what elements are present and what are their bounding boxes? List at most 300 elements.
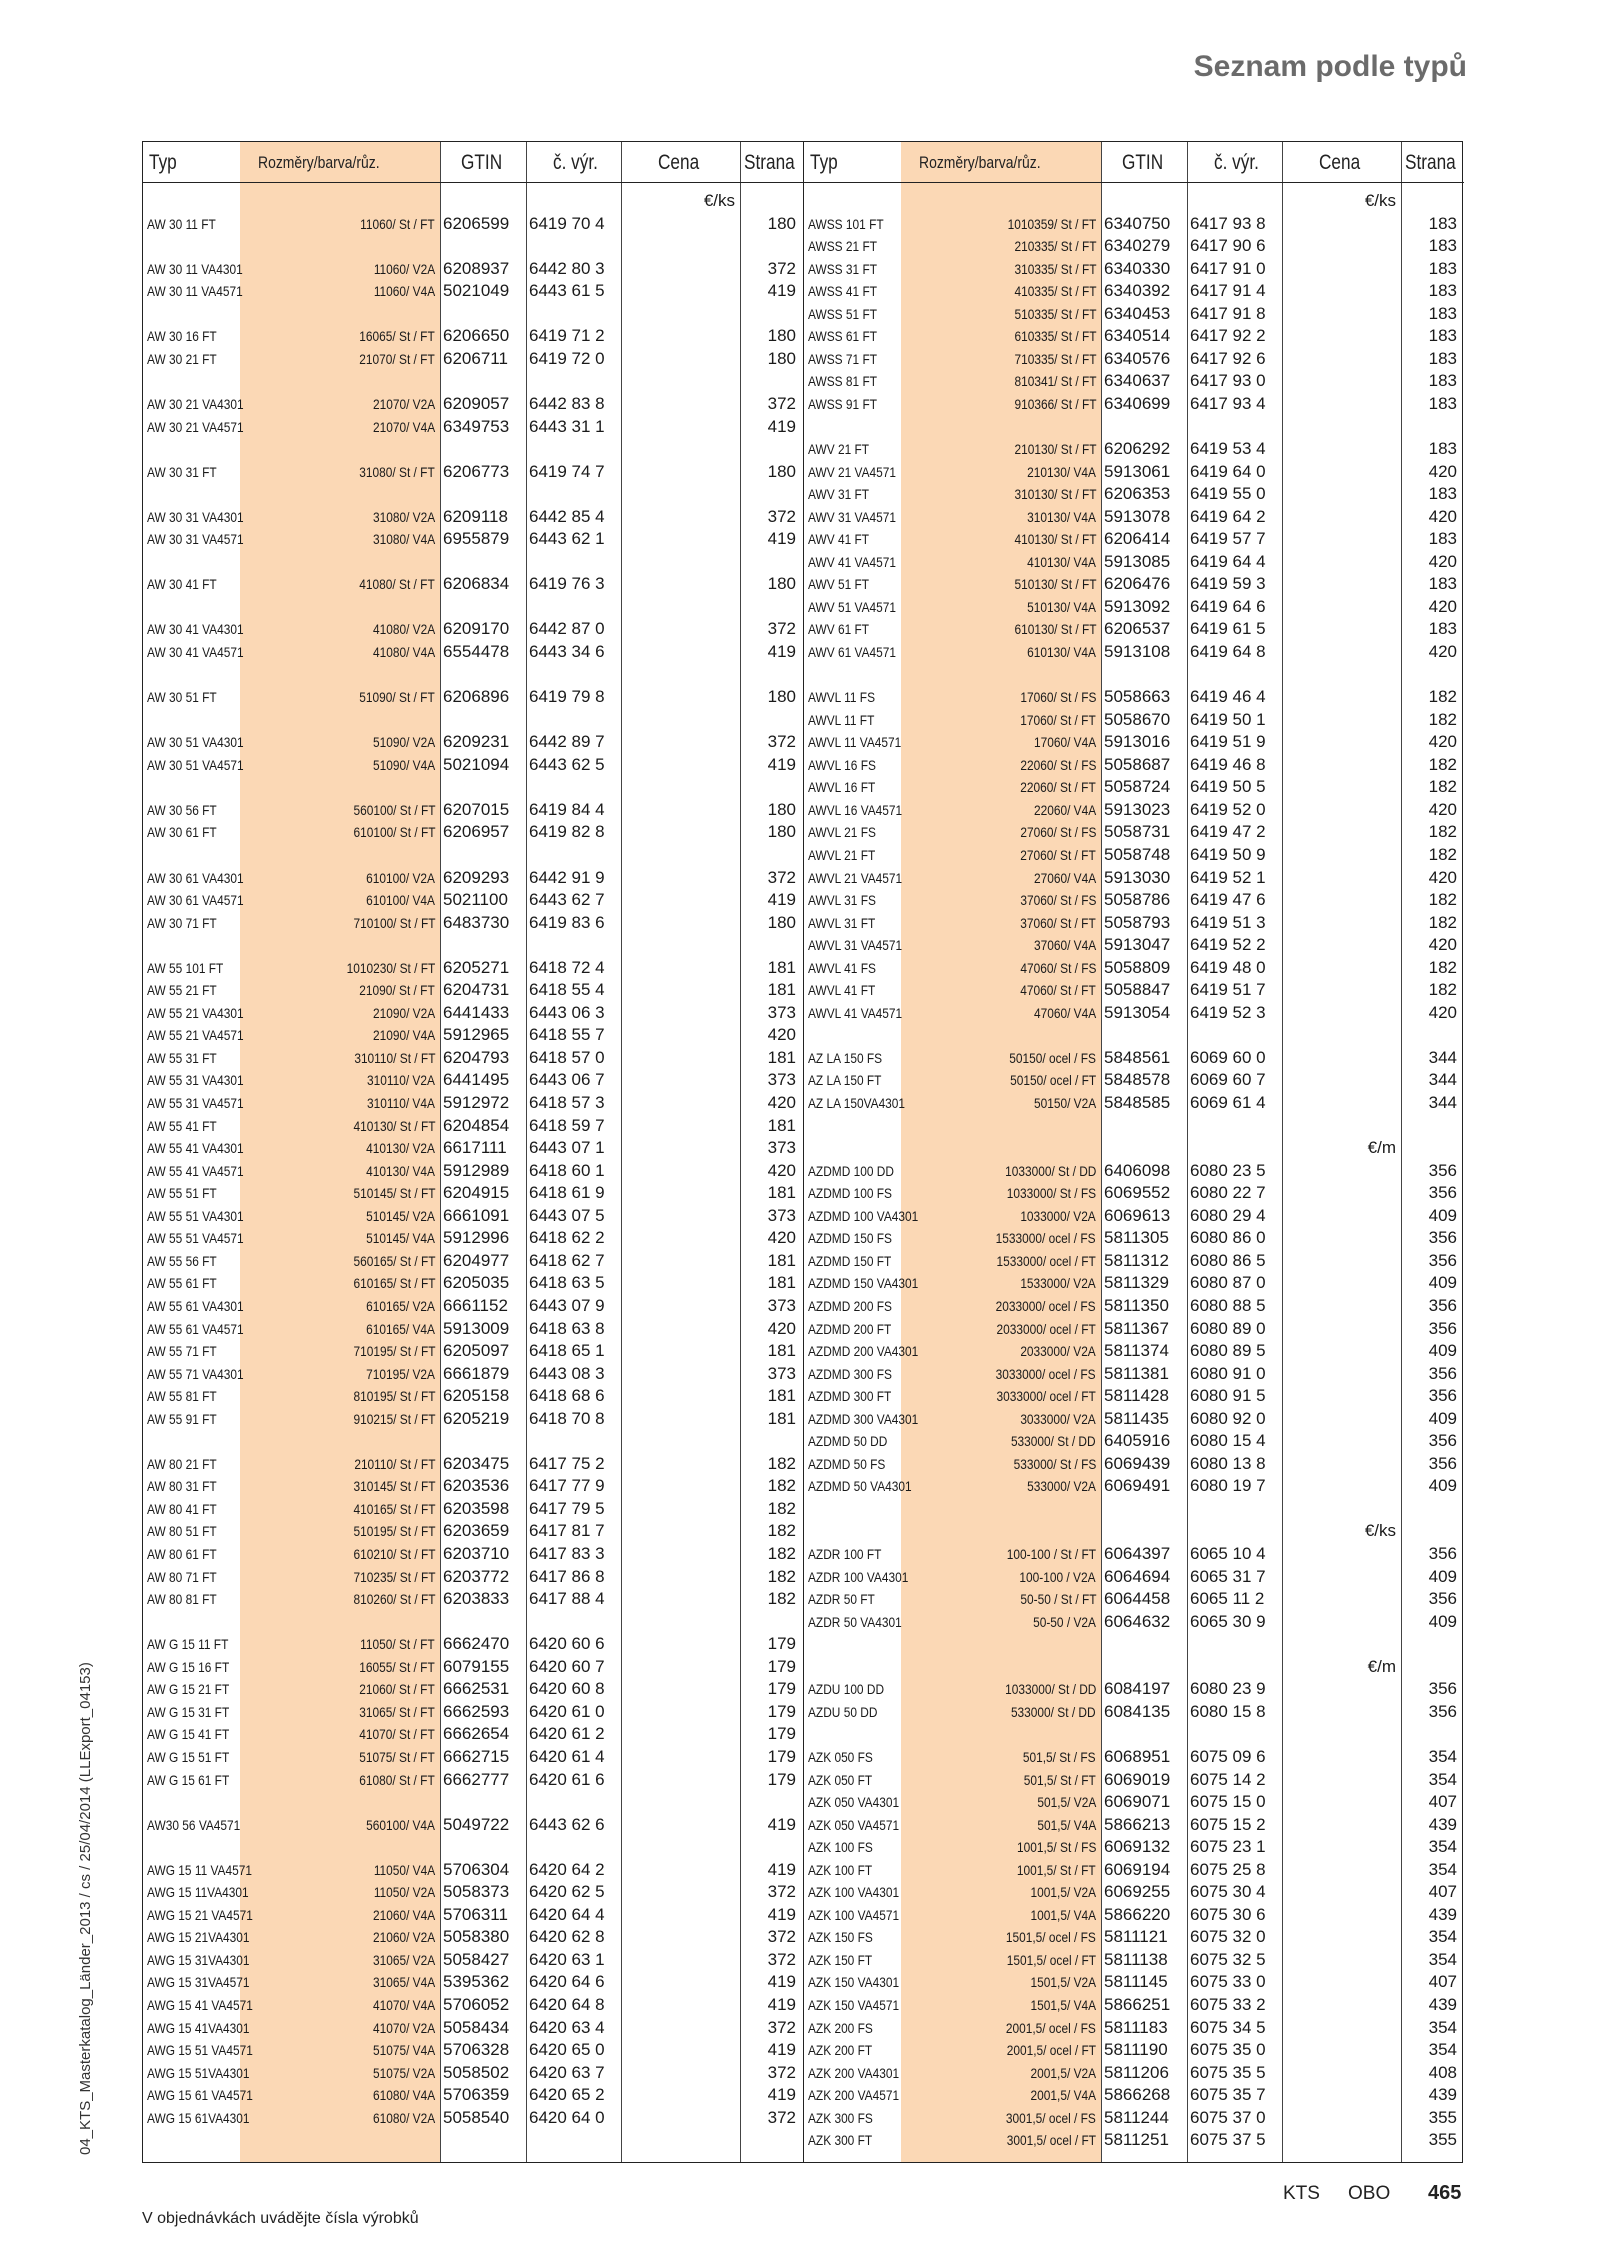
cell-dim: 510130/ V4A xyxy=(1027,598,1096,615)
cell-gtin: 5811183 xyxy=(1104,2017,1168,2037)
table-row xyxy=(143,1115,803,1137)
cell-dim: 51090/ St / FT xyxy=(359,689,435,706)
page-title: Seznam podle typů xyxy=(1193,50,1467,83)
cell-cv: 6075 35 5 xyxy=(1190,2062,1266,2082)
cell-dim: 410335/ St / FT xyxy=(1013,283,1096,300)
cell-str: 182 xyxy=(1428,912,1457,932)
cell-cv: 6420 63 7 xyxy=(529,2062,605,2082)
cell-dim: 1033000/ St / FS xyxy=(1006,1185,1096,1202)
cell-unit: €/m xyxy=(1367,1656,1396,1676)
table-row xyxy=(804,1272,1464,1294)
table-row xyxy=(143,1295,803,1317)
cell-str: 180 xyxy=(767,799,796,819)
cell-gtin: 5811121 xyxy=(1104,1927,1168,1947)
cell-typ: AW 30 21 FT xyxy=(147,350,217,367)
cell-typ: AW 30 31 VA4571 xyxy=(147,531,244,548)
cell-cv: 6419 70 4 xyxy=(529,213,605,233)
cell-cv: 6065 11 2 xyxy=(1190,1589,1265,1609)
cell-typ: AZDMD 300 VA4301 xyxy=(808,1410,919,1427)
cell-dim: 50-50 / St / FT xyxy=(1019,1591,1096,1608)
cell-cv: 6418 57 3 xyxy=(529,1093,605,1112)
cell-cv: 6080 15 4 xyxy=(1190,1431,1266,1451)
cell-str: 181 xyxy=(767,1273,796,1293)
cell-gtin: 6441495 xyxy=(443,1070,510,1090)
cell-str: 182 xyxy=(767,1476,796,1496)
cell-str: 409 xyxy=(1428,1205,1457,1225)
cell-dim: 610100/ V2A xyxy=(366,869,435,886)
table-row xyxy=(804,1791,1464,1813)
table-row xyxy=(804,979,1464,1001)
cell-gtin: 5913030 xyxy=(1104,867,1171,887)
table-row xyxy=(804,889,1464,911)
cell-gtin: 6069439 xyxy=(1104,1453,1171,1473)
cell-dim: 27060/ V4A xyxy=(1033,869,1096,886)
cell-gtin: 6204793 xyxy=(443,1047,510,1067)
cell-gtin: 5913061 xyxy=(1104,461,1171,481)
cell-typ: AZK 100 VA4301 xyxy=(808,1884,900,1901)
cell-str: 420 xyxy=(1428,461,1457,481)
table-row xyxy=(804,235,1464,257)
cell-dim: 11060/ V4A xyxy=(373,283,435,300)
cell-gtin: 6207015 xyxy=(443,799,510,819)
cell-gtin: 5811435 xyxy=(1104,1408,1169,1428)
cell-typ: AW 55 21 VA4571 xyxy=(147,1027,244,1044)
cell-dim: 510335/ St / FT xyxy=(1013,305,1096,322)
cell-cv: 6419 64 6 xyxy=(1190,596,1266,616)
table-row xyxy=(804,190,1464,212)
cell-dim: 41070/ St / FT xyxy=(359,1726,435,1743)
table-row xyxy=(143,1633,803,1655)
cell-cv: 6080 91 0 xyxy=(1190,1363,1266,1383)
cell-str: 179 xyxy=(767,1724,796,1744)
cell-typ: AZK 200 FS xyxy=(808,2019,873,2036)
cell-cv: 6419 47 6 xyxy=(1190,890,1266,910)
cell-str: 372 xyxy=(767,2107,796,2127)
cell-gtin: 5866220 xyxy=(1104,1904,1171,1924)
cell-cv: 6418 57 0 xyxy=(529,1047,605,1067)
table-row xyxy=(143,1137,803,1159)
cell-dim: 910215/ St / FT xyxy=(352,1410,435,1427)
cell-cv: 6419 50 9 xyxy=(1190,844,1266,864)
cell-dim: 501,5/ V2A xyxy=(1037,1794,1096,1811)
table-row xyxy=(143,1701,803,1723)
cell-dim: 11050/ V2A xyxy=(373,1884,435,1901)
cell-typ: AWG 15 61 VA4571 xyxy=(147,2087,253,2104)
cell-str: 419 xyxy=(767,1859,796,1879)
cell-typ: AW 80 61 FT xyxy=(147,1546,217,1562)
cell-str: 183 xyxy=(1428,281,1457,301)
table-row xyxy=(143,213,803,235)
cell-typ: AW 55 101 FT xyxy=(147,959,224,976)
cell-str: 420 xyxy=(767,1160,796,1180)
table-row xyxy=(804,506,1464,528)
table-row xyxy=(804,1611,1464,1633)
cell-str: 182 xyxy=(767,1453,796,1473)
cell-cv: 6069 60 0 xyxy=(1190,1047,1266,1067)
cell-gtin: 5913016 xyxy=(1104,732,1171,752)
cell-dim: 61080/ V2A xyxy=(372,2109,435,2126)
table-row xyxy=(804,280,1464,302)
cell-gtin: 5058748 xyxy=(1104,844,1171,864)
cell-gtin: 6206537 xyxy=(1104,619,1171,639)
cell-gtin: 6661091 xyxy=(443,1205,510,1225)
cell-str: 419 xyxy=(767,1814,796,1834)
table-row xyxy=(143,821,803,843)
cell-dim: 410130/ V4A xyxy=(366,1162,435,1179)
cell-cv: 6075 14 2 xyxy=(1190,1769,1266,1789)
cell-gtin: 6084197 xyxy=(1104,1679,1171,1699)
cell-cv: 6080 86 5 xyxy=(1190,1250,1266,1270)
cell-str: 182 xyxy=(767,1589,796,1609)
header-strana: Strana xyxy=(744,151,795,174)
cell-dim: 1501,5/ ocel / FT xyxy=(1006,1951,1096,1968)
cell-str: 354 xyxy=(1428,2017,1457,2037)
cell-gtin: 5811138 xyxy=(1104,1949,1168,1969)
cell-gtin: 6069019 xyxy=(1104,1769,1171,1789)
cell-typ: AWVL 11 FT xyxy=(808,711,875,728)
cell-typ: AWG 15 31VA4571 xyxy=(147,1974,250,1991)
table-row xyxy=(804,438,1464,460)
cell-typ: AW 30 21 VA4301 xyxy=(147,395,244,412)
cell-typ: AZK 150 VA4301 xyxy=(808,1974,900,1991)
cell-str: 420 xyxy=(1428,1002,1457,1022)
cell-str: 181 xyxy=(767,1115,796,1135)
cell-cv: 6443 06 7 xyxy=(529,1070,605,1090)
cell-typ: AWG 15 11VA4301 xyxy=(147,1884,249,1901)
cell-cv: 6075 23 1 xyxy=(1190,1837,1266,1857)
cell-typ: AW 80 41 FT xyxy=(147,1500,217,1517)
cell-str: 372 xyxy=(767,258,796,278)
cell-typ: AZK 100 FT xyxy=(808,1861,873,1878)
cell-typ: AWV 21 VA4571 xyxy=(808,463,896,480)
cell-cv: 6420 64 4 xyxy=(529,1904,605,1924)
cell-typ: AW 55 31 FT xyxy=(147,1049,217,1066)
cell-typ: AWSS 101 FT xyxy=(808,215,884,232)
table-row xyxy=(143,641,803,663)
cell-cv: 6075 37 0 xyxy=(1190,2107,1266,2127)
cell-typ: AZ LA 150VA4301 xyxy=(808,1095,906,1111)
cell-str: 344 xyxy=(1428,1070,1457,1090)
cell-str: 419 xyxy=(767,1995,796,2014)
cell-str: 439 xyxy=(1428,1995,1457,2014)
table-row xyxy=(804,2084,1464,2106)
cell-dim: 710235/ St / FT xyxy=(352,1568,435,1585)
cell-cv: 6420 65 2 xyxy=(529,2085,605,2105)
table-row xyxy=(143,1904,803,1926)
cell-cv: 6419 84 4 xyxy=(529,799,605,819)
cell-str: 354 xyxy=(1428,1949,1457,1969)
cell-typ: AWSS 71 FT xyxy=(808,350,877,367)
cell-typ: AWSS 91 FT xyxy=(808,395,877,412)
cell-dim: 310335/ St / FT xyxy=(1013,260,1096,277)
cell-typ: AW 30 61 FT xyxy=(147,824,217,841)
cell-str: 372 xyxy=(767,506,796,526)
cell-dim: 17060/ St / FT xyxy=(1020,711,1096,728)
cell-dim: 2001,5/ ocel / FT xyxy=(1006,2042,1096,2059)
cell-str: 419 xyxy=(767,642,796,661)
cell-str: 180 xyxy=(767,461,796,481)
cell-dim: 41070/ V4A xyxy=(372,1997,435,2013)
table-row xyxy=(804,1836,1464,1858)
table-row xyxy=(804,1318,1464,1340)
cell-dim: 510145/ St / FT xyxy=(352,1185,435,1202)
cell-cv: 6075 33 2 xyxy=(1190,1995,1266,2014)
cell-dim: 37060/ V4A xyxy=(1033,937,1096,954)
table-row xyxy=(804,1859,1464,1881)
cell-dim: 1001,5/ St / FS xyxy=(1016,1839,1096,1856)
cell-cv: 6420 64 6 xyxy=(529,1972,605,1992)
cell-cv: 6419 61 5 xyxy=(1190,619,1266,639)
cell-typ: AWV 31 FT xyxy=(808,486,870,503)
cell-typ: AZDMD 150 FT xyxy=(808,1252,892,1269)
cell-cv: 6419 52 0 xyxy=(1190,799,1266,819)
cell-dim: 41080/ V4A xyxy=(372,644,435,660)
table-row xyxy=(143,1814,803,1836)
cell-str: 356 xyxy=(1428,1250,1457,1270)
cell-str: 420 xyxy=(767,1025,796,1045)
table-row xyxy=(143,573,803,595)
cell-typ: AW 55 61 VA4571 xyxy=(147,1320,244,1337)
cell-str: 420 xyxy=(1428,867,1457,887)
cell-typ: AWG 15 31VA4301 xyxy=(147,1951,250,1968)
cell-typ: AZDMD 300 FT xyxy=(808,1388,892,1405)
table-row xyxy=(143,2039,803,2061)
cell-typ: AW 55 51 VA4571 xyxy=(147,1230,244,1247)
cell-str: 373 xyxy=(767,1070,796,1090)
cell-cv: 6418 55 7 xyxy=(529,1025,605,1045)
cell-gtin: 5811312 xyxy=(1104,1250,1169,1270)
cell-cv: 6443 07 9 xyxy=(529,1295,605,1315)
table-row xyxy=(143,416,803,438)
table-row xyxy=(804,641,1464,663)
header-cv: č. výr. xyxy=(553,151,598,174)
table-row xyxy=(143,506,803,528)
header-typ: Typ xyxy=(149,151,177,174)
cell-cv: 6417 92 6 xyxy=(1190,348,1266,368)
cell-str: 409 xyxy=(1428,1476,1457,1496)
cell-cv: 6442 83 8 xyxy=(529,393,605,413)
table-row xyxy=(804,1092,1464,1114)
cell-cv: 6419 46 8 xyxy=(1190,754,1266,774)
cell-gtin: 6069255 xyxy=(1104,1882,1171,1902)
cell-dim: 47060/ St / FS xyxy=(1019,959,1096,976)
table-row xyxy=(143,461,803,483)
cell-typ: AW 55 21 FT xyxy=(147,982,217,999)
cell-gtin: 6069491 xyxy=(1104,1476,1171,1496)
cell-gtin: 5058373 xyxy=(443,1882,510,1902)
cell-gtin: 5811251 xyxy=(1104,2130,1169,2150)
cell-cv: 6417 91 4 xyxy=(1190,281,1266,301)
cell-gtin: 5913108 xyxy=(1104,642,1171,661)
cell-cv: 6419 55 0 xyxy=(1190,484,1266,504)
cell-cv: 6419 50 1 xyxy=(1190,709,1266,729)
cell-str: 182 xyxy=(1428,687,1457,707)
cell-gtin: 6340637 xyxy=(1104,371,1171,391)
cell-cv: 6075 35 7 xyxy=(1190,2085,1266,2105)
cell-typ: AWVL 41 VA4571 xyxy=(808,1004,903,1021)
cell-dim: 610165/ V2A xyxy=(366,1297,435,1314)
cell-typ: AW G 15 51 FT xyxy=(147,1748,230,1765)
cell-gtin: 6069613 xyxy=(1104,1205,1171,1225)
cell-dim: 21070/ V4A xyxy=(372,418,435,435)
cell-str: 420 xyxy=(767,1228,796,1248)
cell-gtin: 5706311 xyxy=(443,1904,508,1924)
cell-typ: AZDMD 200 FS xyxy=(808,1297,892,1314)
table-row xyxy=(804,1453,1464,1475)
cell-dim: 21060/ V4A xyxy=(372,1906,435,1923)
cell-typ: AW 30 16 FT xyxy=(147,328,217,345)
table-row xyxy=(804,754,1464,776)
cell-cv: 6419 79 8 xyxy=(529,687,605,707)
cell-str: 419 xyxy=(767,281,796,301)
cell-str: 180 xyxy=(767,574,796,594)
cell-typ: AWVL 21 FS xyxy=(808,824,876,841)
cell-cv: 6419 51 3 xyxy=(1190,912,1266,932)
cell-str: 183 xyxy=(1428,236,1457,256)
cell-typ: AW 30 41 FT xyxy=(147,576,217,593)
cell-dim: 810341/ St / FT xyxy=(1013,373,1096,390)
cell-typ: AW 55 31 VA4571 xyxy=(147,1095,244,1111)
cell-cv: 6417 93 0 xyxy=(1190,371,1266,391)
table-row xyxy=(804,258,1464,280)
cell-str: 409 xyxy=(1428,1408,1457,1428)
cell-cv: 6420 65 0 xyxy=(529,2040,605,2060)
cell-gtin: 6069132 xyxy=(1104,1837,1171,1857)
cell-typ: AWG 15 51VA4301 xyxy=(147,2064,250,2081)
table-row xyxy=(804,303,1464,325)
cell-gtin: 6205158 xyxy=(443,1386,510,1406)
cell-str: 356 xyxy=(1428,1453,1457,1473)
cell-str: 420 xyxy=(1428,935,1457,955)
cell-str: 407 xyxy=(1428,1882,1457,1902)
cell-typ: AZK 200 VA4571 xyxy=(808,2087,900,2104)
cell-typ: AW 30 31 FT xyxy=(147,463,217,480)
cell-dim: 410130/ V4A xyxy=(1027,553,1096,570)
cell-cv: 6443 07 1 xyxy=(529,1138,605,1158)
cell-dim: 21090/ St / FT xyxy=(359,982,435,999)
cell-str: 419 xyxy=(767,1972,796,1992)
cell-dim: 210110/ St / FT xyxy=(353,1455,435,1472)
cell-cv: 6419 51 9 xyxy=(1190,732,1266,752)
cell-cv: 6420 61 0 xyxy=(529,1701,605,1721)
cell-cv: 6420 63 1 xyxy=(529,1949,605,1969)
cell-str: 356 xyxy=(1428,1295,1457,1315)
cell-dim: 50150/ ocel / FT xyxy=(1010,1072,1096,1089)
table-row xyxy=(804,1227,1464,1249)
table-row xyxy=(804,348,1464,370)
cell-dim: 47060/ St / FT xyxy=(1020,982,1096,999)
cell-cv: 6420 62 8 xyxy=(529,1927,605,1947)
cell-gtin: 6203772 xyxy=(443,1566,510,1586)
cell-dim: 510195/ St / FT xyxy=(352,1523,435,1540)
cell-typ: AW 30 11 VA4571 xyxy=(147,283,243,300)
cell-gtin: 6661152 xyxy=(443,1295,508,1315)
table-row xyxy=(143,1520,803,1542)
cell-str: 356 xyxy=(1428,1160,1457,1180)
cell-cv: 6419 57 7 xyxy=(1190,529,1266,549)
table-row xyxy=(804,1926,1464,1948)
cell-gtin: 6203833 xyxy=(443,1589,510,1609)
cell-cv: 6443 62 6 xyxy=(529,1814,605,1834)
table-row xyxy=(143,979,803,1001)
cell-typ: AW 55 31 VA4301 xyxy=(147,1072,244,1089)
cell-cv: 6080 29 4 xyxy=(1190,1205,1266,1225)
table-row xyxy=(804,1363,1464,1385)
cell-gtin: 6208937 xyxy=(443,258,510,278)
cell-cv: 6420 60 7 xyxy=(529,1656,605,1676)
cell-str: 354 xyxy=(1428,1927,1457,1947)
cell-cv: 6419 50 5 xyxy=(1190,777,1266,797)
cell-dim: 1533000/ V2A xyxy=(1020,1275,1096,1292)
cell-str: 354 xyxy=(1428,1769,1457,1789)
cell-cv: 6419 64 2 xyxy=(1190,506,1266,526)
cell-typ: AWSS 41 FT xyxy=(808,283,877,300)
cell-gtin: 5049722 xyxy=(443,1814,510,1834)
cell-dim: 22060/ St / FT xyxy=(1020,779,1096,796)
cell-typ: AWVL 41 FS xyxy=(808,959,876,976)
cell-dim: 21070/ St / FT xyxy=(359,350,435,367)
header-strana: Strana xyxy=(1405,151,1456,174)
cell-cv: 6419 51 7 xyxy=(1190,980,1266,1000)
cell-dim: 100-100 / V2A xyxy=(1019,1568,1096,1585)
table-row xyxy=(143,1769,803,1791)
table-row xyxy=(804,1430,1464,1452)
cell-str: 356 xyxy=(1428,1363,1457,1383)
cell-typ: AW 55 41 VA4301 xyxy=(147,1140,244,1157)
cell-dim: 31080/ V4A xyxy=(372,531,435,548)
cell-gtin: 5058731 xyxy=(1104,822,1171,842)
cell-typ: AW 80 71 FT xyxy=(147,1568,217,1585)
cell-cv: 6069 61 4 xyxy=(1190,1093,1266,1112)
cell-typ: AZDMD 50 FS xyxy=(808,1455,886,1472)
cell-dim: 710195/ V2A xyxy=(366,1365,435,1382)
cell-str: 419 xyxy=(767,1904,796,1924)
header-cv: č. výr. xyxy=(1214,151,1259,174)
cell-cv: 6419 52 3 xyxy=(1190,1002,1266,1022)
cell-str: 439 xyxy=(1428,2085,1457,2105)
cell-dim: 1533000/ ocel / FT xyxy=(996,1252,1096,1269)
cell-gtin: 5811145 xyxy=(1104,1972,1168,1992)
cell-gtin: 6209293 xyxy=(443,867,510,887)
table-row xyxy=(143,1047,803,1069)
table-row xyxy=(143,280,803,302)
cell-gtin: 6064632 xyxy=(1104,1611,1171,1631)
cell-str: 420 xyxy=(1428,642,1457,661)
cell-dim: 47060/ V4A xyxy=(1033,1004,1096,1021)
table-row xyxy=(804,1656,1464,1678)
table-row xyxy=(804,551,1464,573)
table-row xyxy=(143,1160,803,1182)
table-row xyxy=(804,957,1464,979)
cell-str: 183 xyxy=(1428,371,1457,391)
cell-typ: AZDMD 200 VA4301 xyxy=(808,1343,919,1360)
cell-typ: AW 30 61 VA4571 xyxy=(147,892,244,909)
cell-gtin: 6068951 xyxy=(1104,1746,1171,1766)
cell-dim: 11050/ St / FT xyxy=(360,1636,435,1653)
cell-typ: AW 80 81 FT xyxy=(147,1591,217,1608)
cell-gtin: 6205219 xyxy=(443,1408,510,1428)
cell-dim: 2001,5/ V2A xyxy=(1030,2064,1096,2081)
cell-cv: 6443 62 5 xyxy=(529,754,605,774)
cell-typ: AWG 15 11 VA4571 xyxy=(147,1861,252,1878)
cell-cv: 6419 52 1 xyxy=(1190,867,1266,887)
cell-cv: 6080 23 9 xyxy=(1190,1679,1266,1699)
cell-gtin: 6662654 xyxy=(443,1724,510,1744)
cell-typ: AW G 15 31 FT xyxy=(147,1703,230,1720)
table-row xyxy=(804,393,1464,415)
cell-cv: 6443 31 1 xyxy=(529,416,605,436)
cell-typ: AW 55 71 FT xyxy=(147,1343,217,1360)
